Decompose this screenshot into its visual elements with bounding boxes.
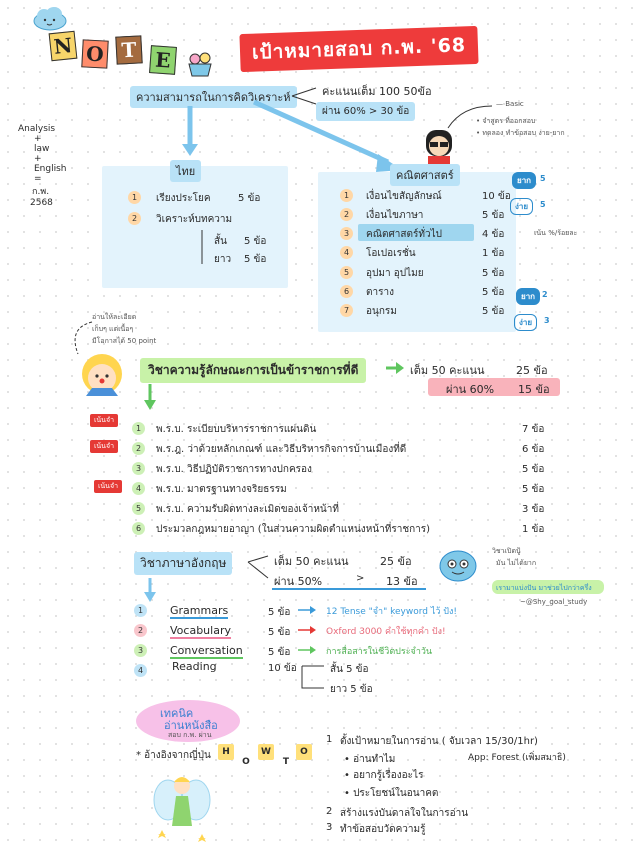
thai-sub-count: 5 ข้อ: [244, 254, 267, 265]
tag-easy-label: ง่าย: [515, 202, 529, 211]
english-item-note: 12 Tense "จำ" keyword ไว้ ปัง!: [326, 607, 457, 617]
basic-label: — Basic: [496, 100, 524, 108]
technique-line: สอบ ก.พ. ผ่าน: [168, 731, 212, 739]
math-item-count: 5 ข้อ: [482, 210, 505, 221]
tag-hard: [512, 172, 536, 189]
arrow-connector: [300, 660, 330, 694]
step-text: • อ่านทำไม: [344, 754, 396, 765]
english-full: เต็ม 50 คะแนน: [274, 555, 349, 568]
english-pass-count: 13 ข้อ: [386, 575, 418, 588]
civil-item-label: พ.ร.ฎ. ว่าด้วยหลักเกณฑ์ และวิธีบริหารกิจการบ้านเมืองที่ดี: [156, 444, 407, 455]
basic-line: • จำสูตร ที่ออกสอบ: [476, 117, 536, 125]
side-note-line: ก.พ.: [32, 187, 50, 197]
english-item-note: Oxford 3000 คำใช้ทุกคำ ปัง!: [326, 627, 446, 637]
basic-line: • ทดลอง ทำข้อสอบ ง่าย-ยาก: [476, 129, 565, 137]
note-letter-e: E: [149, 45, 177, 75]
civil-item-label: พ.ร.บ. วิธีปฏิบัติราชการทางปกครอง: [156, 464, 312, 475]
math-item-label: ตาราง: [366, 287, 394, 298]
civil-item-count: 3 ข้อ: [522, 504, 545, 515]
arrow-icon: [142, 382, 158, 412]
thai-box: [102, 166, 288, 288]
civil-item-number: 3: [132, 462, 145, 475]
english-item-number: 4: [134, 664, 147, 677]
tag-easy: [514, 314, 537, 331]
side-note-line: +: [34, 154, 42, 164]
arrow-icon: [296, 644, 320, 656]
bracket-line: [196, 230, 208, 266]
step-text: สร้างแรงบันดาลใจในการอ่าน: [340, 808, 469, 819]
civil-pass: ผ่าน 60%: [446, 383, 495, 396]
civil-item-count: 5 ข้อ: [522, 484, 545, 495]
arrow-icon: [250, 98, 410, 176]
howto-letter: T: [278, 754, 294, 770]
japanese-label: * อ้างอิงจากญี่ปุ่น: [136, 750, 211, 761]
english-item-label: Conversation: [170, 644, 243, 657]
civil-item-label: พ.ร.บ. มาตรฐานทางจริยธรรม: [156, 484, 287, 495]
percent-note: เน้น %/ร้อยละ: [534, 229, 578, 237]
note-letter-t: T: [115, 35, 142, 64]
civil-item-label: พ.ร.บ. ความรับผิดทางละเมิดของเจ้าหน้าที่: [156, 504, 339, 515]
math-item-number: 2: [340, 208, 353, 221]
side-note-line: 2568: [30, 198, 53, 208]
tag-hard: [516, 288, 540, 305]
side-note-line: +: [34, 134, 42, 144]
howto-letter: W: [258, 744, 274, 760]
tag-easy-count: 3: [544, 316, 550, 325]
civil-item-number: 5: [132, 502, 145, 515]
step-text: • อยากรู้เรื่องอะไร: [344, 770, 424, 781]
analytic-pass: ผ่าน 60% > 30 ข้อ: [316, 102, 415, 121]
step-number: 2: [326, 806, 333, 817]
underline-decoration: [270, 586, 430, 592]
analytic-full-score: คะแนนเต็ม 100 50ข้อ: [322, 85, 432, 98]
focus-flag: เน้นจำ: [94, 480, 122, 493]
side-note-line: law: [34, 144, 50, 154]
civil-item-count: 1 ข้อ: [522, 524, 545, 535]
thai-item-label: วิเคราะห์บทความ: [156, 214, 233, 225]
app-note: App: Forest (เพิ่มสมาธิ): [468, 753, 566, 763]
english-item-label: Reading: [172, 660, 217, 673]
math-title: คณิตศาสตร์: [390, 164, 460, 186]
howto-letter: O: [296, 744, 312, 760]
civil-item-label: ประมวลกฎหมายอาญา (ในส่วนความผิดตำแหน่งหน้าที่ราชการ): [156, 524, 431, 535]
tag-hard-label: ยาก: [517, 176, 532, 185]
english-item-count: 5 ข้อ: [268, 627, 291, 638]
arrow-connector: [246, 550, 272, 584]
english-item-label: Grammars: [170, 604, 229, 617]
focus-flag: เน้นจำ: [90, 440, 118, 453]
step-text: • ประโยชน์ในอนาคต: [344, 788, 439, 799]
technique-line: เทคนิค: [160, 707, 194, 720]
math-item-label: เงื่อนไขสัญลักษณ์: [366, 191, 442, 202]
note-letter-o: O: [81, 39, 108, 68]
math-item-label: คณิตศาสตร์ทั่วไป: [366, 229, 442, 240]
civil-full: เต็ม 50 คะแนน: [410, 364, 485, 377]
english-item-number: 2: [134, 624, 147, 637]
civil-note: มีโอกาสได้ 50 point: [92, 337, 157, 345]
math-item-label: อุปมา อุปไมย: [366, 268, 424, 279]
math-item-count: 5 ข้อ: [482, 287, 505, 298]
thai-title: ไทย: [170, 160, 201, 182]
civil-item-number: 2: [132, 442, 145, 455]
technique-line: อ่านหนังสือ: [164, 719, 218, 732]
math-item-count: 4 ข้อ: [482, 229, 505, 240]
civil-item-number: 4: [132, 482, 145, 495]
step-text: ตั้งเป้าหมายในการอ่าน ( จับเวลา 15/30/1hr): [340, 736, 538, 747]
credit-text: เรามาแบ่งปัน มาช่วยไปกว่าครึ่ง: [496, 584, 592, 592]
step-text: ทำข้อสอบวัดความรู้: [340, 824, 426, 835]
english-item-count: 10 ข้อ: [268, 663, 297, 674]
credit-handle: ~@Shy_goal_study: [520, 598, 588, 606]
math-item-number: 7: [340, 304, 353, 317]
side-note-line: =: [34, 174, 42, 184]
english-full-count: 25 ข้อ: [380, 555, 412, 568]
analytic-heading: ความสามารถในการคิดวิเคราะห์: [130, 86, 297, 108]
monster-note: วิชาเปิดปู้: [492, 547, 521, 555]
math-item-number: 1: [340, 189, 353, 202]
side-note-line: English: [34, 164, 67, 174]
step-number: 1: [326, 734, 333, 745]
reading-sub: สั้น 5 ข้อ: [330, 664, 369, 675]
arrow-icon: [296, 604, 320, 616]
english-pass: ผ่าน 50%: [274, 575, 323, 588]
tag-easy-label: ง่าย: [519, 318, 533, 327]
thai-sub-label: ยาว: [214, 254, 232, 265]
thai-item-count: 5 ข้อ: [238, 193, 261, 204]
math-item-count: 10 ข้อ: [482, 191, 511, 202]
english-heading: วิชาภาษาอังกฤษ: [134, 552, 232, 575]
math-item-count: 1 ข้อ: [482, 248, 505, 259]
tag-hard-count: 5: [540, 174, 546, 183]
monster-note: มัน ไม่ได้ยาก: [496, 559, 537, 567]
arrow-icon: [296, 624, 320, 636]
side-note: [18, 124, 78, 208]
civil-item-number: 1: [132, 422, 145, 435]
civil-item-number: 6: [132, 522, 145, 535]
math-item-number: 6: [340, 285, 353, 298]
civil-item-count: 7 ข้อ: [522, 424, 545, 435]
page-title: เป้าหมายสอบ ก.พ. '68: [239, 26, 478, 72]
tag-easy-count: 5: [540, 200, 546, 209]
greater-than-sign: >: [356, 573, 365, 584]
thai-item-number: 2: [128, 212, 141, 225]
english-item-number: 3: [134, 644, 147, 657]
monster-icon: [436, 544, 480, 588]
civil-note: อ่านให้ละเอียด: [92, 313, 137, 321]
step-number: 3: [326, 822, 333, 833]
tag-hard-label: ยาก: [521, 292, 536, 301]
thai-item-number: 1: [128, 191, 141, 204]
math-item-label: เงื่อนไขภาษา: [366, 210, 424, 221]
side-note-line: Analysis: [18, 124, 56, 134]
thai-sub-count: 5 ข้อ: [244, 236, 267, 247]
math-item-number: 5: [340, 266, 353, 279]
focus-flag: เน้นจำ: [90, 414, 118, 427]
civil-item-label: พ.ร.บ. ระเบียบบริหารราชการแผ่นดิน: [156, 424, 317, 435]
english-item-note: การสื่อสารในชีวิตประจำวัน: [326, 647, 433, 657]
english-item-number: 1: [134, 604, 147, 617]
clown-character-icon: [76, 350, 128, 406]
arrow-icon: [384, 360, 406, 376]
math-item-number: 3: [340, 227, 353, 240]
math-item-label: อนุกรม: [366, 306, 397, 317]
fairy-icon: [150, 770, 214, 850]
thai-sub-label: สั้น: [214, 236, 227, 247]
note-letter-n: N: [49, 31, 78, 62]
math-item-count: 5 ข้อ: [482, 268, 505, 279]
civil-item-count: 5 ข้อ: [522, 464, 545, 475]
thai-item-label: เรียงประโยค: [156, 193, 211, 204]
tag-hard-count: 2: [542, 290, 548, 299]
english-item-count: 5 ข้อ: [268, 647, 291, 658]
reading-sub: ยาว 5 ข้อ: [330, 684, 373, 695]
civil-item-count: 6 ข้อ: [522, 444, 545, 455]
howto-letter: H: [218, 744, 234, 760]
plant-icon: [185, 50, 215, 82]
civil-pass-count: 15 ข้อ: [518, 383, 550, 396]
civil-note: เก็บๆ แต่เนื้อๆ: [92, 325, 134, 333]
civil-full-count: 25 ข้อ: [516, 364, 548, 377]
math-item-number: 4: [340, 246, 353, 259]
math-item-label: โอเปอเรชั่น: [366, 248, 416, 259]
tag-easy: [510, 198, 533, 215]
english-item-label: Vocabulary: [170, 624, 231, 637]
english-item-count: 5 ข้อ: [268, 607, 291, 618]
howto-letter: O: [238, 754, 254, 770]
civil-heading: วิชาความรู้ลักษณะการเป็นข้าราชการที่ดี: [140, 358, 366, 383]
arrow-icon: [180, 104, 200, 158]
math-item-count: 5 ข้อ: [482, 306, 505, 317]
arrow-icon: [142, 576, 158, 604]
